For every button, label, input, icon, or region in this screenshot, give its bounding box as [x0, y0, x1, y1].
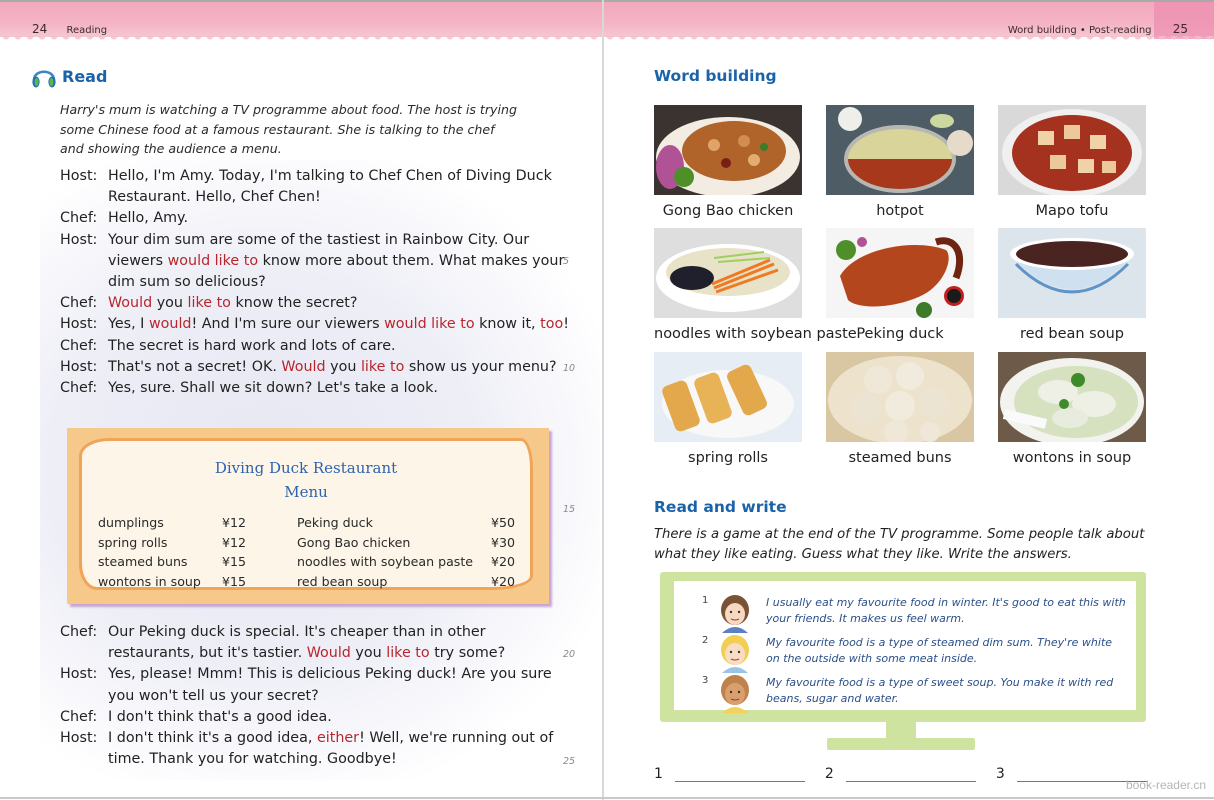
menu-item	[98, 533, 246, 553]
dialogue-line	[60, 314, 570, 335]
clue-number: 2	[702, 635, 709, 646]
food-card	[998, 352, 1146, 466]
highlighted-phrase: like to	[187, 295, 231, 312]
menu-item-price: ¥12	[221, 515, 246, 530]
hotpot-photo-icon	[826, 105, 974, 195]
menu-item-name: red bean soup	[297, 573, 388, 589]
dialogue-text	[108, 230, 570, 294]
food-label: spring rolls	[688, 450, 768, 466]
menu-item-price: ¥50	[490, 515, 515, 530]
steamed-buns-photo-icon	[826, 352, 974, 442]
menu-item-name: wontons in soup	[98, 573, 201, 589]
text-segment: ! And I'm sure our viewers	[191, 316, 385, 333]
speaker-label: Host:	[60, 231, 98, 248]
food-card	[654, 105, 802, 219]
food-label: Mapo tofu	[1035, 203, 1109, 219]
text-segment: show us your menu?	[404, 358, 557, 375]
answer-3	[996, 766, 1147, 782]
highlighted-phrase: either	[316, 730, 360, 747]
text-segment: know it,	[474, 316, 541, 333]
text-segment: you	[325, 358, 361, 375]
speaker-label: Chef:	[60, 624, 98, 640]
food-label: noodles with soybean paste	[654, 326, 857, 342]
gong-bao-chicken-photo-icon	[654, 105, 802, 195]
menu-item-name: Gong Bao chicken	[297, 534, 411, 550]
dialogue-line	[60, 707, 570, 728]
clue-number: 1	[702, 595, 709, 606]
tv-frame	[660, 572, 1146, 722]
speaker-label: Host:	[60, 168, 98, 184]
word-building-heading: Word building	[654, 67, 777, 85]
tv-base	[827, 738, 975, 750]
answer-2	[825, 766, 976, 782]
clue-text: My favourite food is a type of sweet soup. You make it with red beans, sugar and water.	[766, 676, 1114, 705]
page-left	[0, 0, 602, 800]
noodles-photo-icon	[654, 228, 802, 318]
dialogue-text	[108, 378, 570, 399]
text-segment: you	[350, 645, 387, 662]
dialogue-line	[60, 230, 570, 294]
highlighted-phrase: Would	[281, 358, 326, 375]
page-number: 25	[1172, 22, 1188, 36]
speaker-label: Chef:	[60, 380, 98, 397]
line-number: 10	[563, 363, 576, 374]
menu-item-price: ¥30	[490, 534, 515, 550]
answer-number: 2	[824, 766, 834, 782]
menu-column-left	[98, 513, 246, 591]
menu-item	[98, 572, 246, 592]
text-segment: know the secret?	[230, 295, 358, 312]
dialogue-text	[108, 707, 570, 728]
menu-item	[297, 513, 515, 533]
menu-item	[98, 552, 246, 572]
food-card	[998, 105, 1146, 219]
text-segment: The secret is hard work and lots of care.	[108, 337, 396, 354]
page-right	[604, 0, 1214, 800]
page-number: 24	[32, 22, 48, 36]
tv-stand	[886, 722, 916, 738]
section-label: Word building • Post-reading	[1007, 25, 1152, 36]
text-segment: try some?	[429, 645, 506, 662]
food-card	[998, 228, 1146, 342]
menu-item-name: noodles with soybean paste	[297, 554, 474, 569]
line-number: 25	[563, 756, 576, 767]
page-header	[32, 22, 107, 36]
highlighted-phrase: like to	[386, 645, 430, 662]
speaker-label: Chef:	[60, 295, 98, 312]
bottom-rule	[0, 797, 1214, 799]
highlighted-phrase: too	[540, 316, 564, 333]
peking-duck-photo-icon	[826, 228, 974, 318]
food-label: hotpot	[876, 203, 924, 219]
dialogue-line	[60, 728, 570, 770]
mapo-tofu-photo-icon	[998, 105, 1146, 195]
answer-number: 1	[654, 766, 663, 782]
menu-item-name: spring rolls	[98, 534, 168, 550]
line-number: 5	[563, 256, 570, 267]
text-segment: Yes, sure. Shall we sit down? Let's take a look.	[108, 380, 438, 397]
dialogue-line	[60, 622, 570, 664]
dialogue-line	[60, 336, 570, 357]
clue-text: My favourite food is a type of steamed dim sum. They're white on the outside with some meat inside.	[766, 636, 1113, 665]
speaker-label: Host:	[60, 316, 98, 333]
menu-card	[79, 438, 533, 590]
wontons-photo-icon	[998, 352, 1146, 442]
clue-text: I usually eat my favourite food in winter. It's good to eat this with your friends. It makes us feel warm.	[766, 596, 1126, 625]
dialogue-line	[60, 166, 570, 208]
headphones-icon	[30, 62, 58, 90]
dialogue-text	[108, 622, 570, 664]
read-and-write-instructions: There is a game at the end of the TV programme. Some people talk about what they like eating. Guess what they like. Write the answers.	[654, 527, 1145, 562]
highlighted-phrase: like to	[360, 358, 405, 375]
highlighted-phrase: would	[148, 316, 192, 333]
food-label: wontons in soup	[1012, 450, 1132, 466]
text-segment: !	[563, 316, 569, 333]
text-segment: Hello, Amy.	[108, 210, 189, 227]
answer-blanks	[654, 766, 1167, 782]
food-label: Peking duck	[856, 326, 944, 342]
highlighted-phrase: would like to	[384, 316, 475, 333]
girl-avatar-icon	[716, 593, 754, 633]
clue-item	[702, 595, 1142, 635]
dialogue-line	[60, 293, 570, 314]
intro-text: Harry's mum is watching a TV programme about food. The host is trying some Chinese food at a famous restaurant. She is talking to the chef and showing the audience a menu.	[60, 102, 517, 156]
line-number: 20	[563, 649, 576, 660]
text-segment: you	[152, 295, 188, 312]
menu-item-price: ¥15	[221, 554, 246, 569]
answer-1	[654, 766, 805, 782]
food-label: Gong Bao chicken	[662, 203, 794, 219]
restaurant-menu	[67, 428, 549, 604]
speaker-label: Host:	[60, 358, 98, 375]
speaker-label: Host:	[60, 730, 98, 747]
text-segment: Your dim sum are some of the tastiest in Rainbow City. Our viewers	[108, 231, 530, 269]
girl-curly-avatar-icon	[716, 673, 754, 713]
dialogue-line	[60, 208, 570, 229]
read-and-write-heading: Read and write	[654, 498, 787, 516]
highlighted-phrase: Would	[108, 295, 153, 312]
watermark: book-reader.cn	[1125, 778, 1206, 792]
dialogue-text	[108, 357, 570, 378]
speaker-label: Chef:	[60, 337, 98, 354]
menu-item-price: ¥20	[490, 554, 515, 569]
menu-item-price: ¥12	[221, 534, 246, 550]
menu-item-name: steamed buns	[98, 554, 188, 569]
text-segment: That's not a secret! OK.	[108, 358, 282, 375]
food-card	[826, 352, 974, 466]
text-segment: Yes, I	[108, 316, 149, 333]
boy-avatar-icon	[716, 633, 754, 673]
clue-item	[702, 635, 1142, 675]
dialogue-text	[108, 664, 570, 706]
dialogue-line	[60, 664, 570, 706]
text-segment: I don't think that's a good idea.	[108, 708, 332, 725]
highlighted-phrase: would like to	[167, 252, 259, 269]
menu-item	[297, 552, 515, 572]
menu-item	[297, 572, 515, 592]
menu-title: Menu	[284, 483, 328, 501]
read-title: Read	[62, 66, 108, 86]
food-label: steamed buns	[848, 450, 952, 466]
food-card	[654, 228, 857, 342]
dialogue-text	[108, 166, 570, 208]
menu-item-price: ¥15	[221, 573, 246, 589]
clue-item	[702, 675, 1142, 715]
answer-blank-field[interactable]	[675, 766, 805, 782]
answer-number: 3	[995, 766, 1005, 782]
dialogue-part-2	[60, 622, 570, 770]
food-card	[826, 105, 974, 219]
spring-rolls-photo-icon	[654, 352, 802, 442]
text-segment: ! Well, we're running out of time. Thank you for watching. Goodbye!	[108, 730, 554, 768]
dialogue-text	[108, 728, 570, 770]
speaker-label: Host:	[60, 666, 98, 683]
dialogue-line	[60, 378, 570, 399]
line-number: 15	[563, 504, 576, 515]
dialogue-part-1	[60, 166, 570, 399]
page-header	[1008, 22, 1188, 36]
menu-item-name: Peking duck	[297, 515, 373, 530]
page-header-band	[0, 0, 602, 37]
page-header-band	[604, 0, 1214, 37]
dialogue-line	[60, 357, 570, 378]
section-label: Reading	[66, 25, 108, 36]
menu-item-price: ¥20	[490, 573, 515, 589]
dialogue-text	[108, 314, 570, 335]
dialogue-text	[108, 208, 570, 229]
food-card	[826, 228, 974, 342]
red-bean-soup-photo-icon	[998, 228, 1146, 318]
text-segment: Yes, please! Mmm! This is delicious Peking duck! Are you sure you won't tell us your secret?	[108, 666, 552, 704]
menu-column-right	[297, 513, 515, 591]
answer-blank-field[interactable]	[846, 766, 976, 782]
tv-screen	[674, 581, 1136, 710]
read-heading	[30, 62, 107, 90]
text-segment: know more about them. What makes your dim sum so delicious?	[108, 252, 565, 291]
text-segment: Our Peking duck is special. It's cheaper than in other restaurants, but it's tastier.	[108, 624, 486, 662]
menu-restaurant-name: Diving Duck Restaurant	[214, 459, 398, 477]
dialogue-text	[108, 293, 570, 314]
text-segment: I don't think it's a good idea,	[108, 730, 317, 747]
text-segment: Hello, I'm Amy. Today, I'm talking to Chef Chen of Diving Duck Restaurant. Hello, Chef Chen!	[108, 168, 552, 206]
menu-item	[297, 533, 515, 553]
food-label: red bean soup	[1019, 326, 1124, 342]
speaker-label: Chef:	[60, 708, 98, 725]
dialogue-text	[108, 336, 570, 357]
speaker-label: Chef:	[60, 210, 98, 227]
clue-number: 3	[702, 675, 709, 686]
menu-item	[98, 513, 246, 533]
menu-item-name: dumplings	[98, 515, 164, 530]
food-card	[654, 352, 802, 466]
highlighted-phrase: Would	[306, 645, 351, 662]
